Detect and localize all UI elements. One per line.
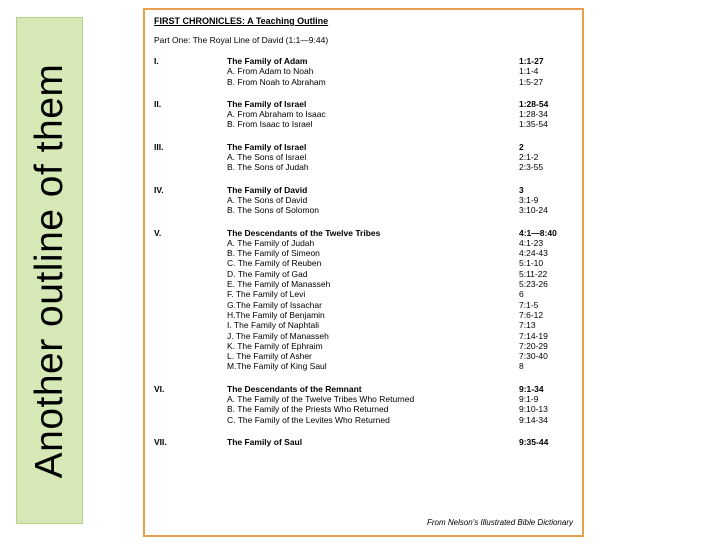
subsection-label: C. The Family of the Levites Who Returned <box>227 414 390 425</box>
section-heading <box>154 437 574 447</box>
subsection-ref: 7:14-19 <box>519 330 548 341</box>
section-numeral: VII. <box>154 436 167 447</box>
subsection-label: B. From Isaac to Israel <box>227 119 313 130</box>
subsection-row <box>154 258 574 268</box>
subsection-label: M.The Family of King Saul <box>227 361 327 372</box>
subsection-ref: 9:10-13 <box>519 404 548 415</box>
source-credit: From Nelson's Illustrated Bible Dictionary <box>426 518 573 527</box>
outline-section <box>154 437 574 447</box>
section-title: The Family of Israel <box>227 141 307 152</box>
subsection-ref: 1:1-4 <box>519 66 539 77</box>
subsection-ref: 3:10-24 <box>519 205 548 216</box>
subsection-label: C. The Family of Reuben <box>227 258 322 269</box>
outline-section <box>154 384 574 425</box>
section-numeral: II. <box>154 98 162 109</box>
subsection-row <box>154 341 574 351</box>
section-ref: 1:1-27 <box>519 56 544 66</box>
subsection-ref: 7:1-5 <box>519 299 539 310</box>
subsection-ref: 5:1-10 <box>519 258 544 269</box>
subsection-row <box>154 248 574 258</box>
subsection-row <box>154 238 574 248</box>
subsection-row <box>154 361 574 371</box>
section-ref: 1:28-54 <box>519 98 549 109</box>
subsection-label: B. The Family of Simeon <box>227 248 320 259</box>
section-heading <box>154 384 574 394</box>
section-heading <box>154 142 574 152</box>
subsection-row <box>154 310 574 320</box>
subsection-row <box>154 394 574 404</box>
section-heading <box>154 185 574 195</box>
subsection-label: D. The Family of Gad <box>227 268 308 279</box>
subsection-ref: 6 <box>519 289 524 300</box>
subsection-label: B. The Sons of Judah <box>227 162 309 173</box>
subsection-row <box>154 415 574 425</box>
section-ref: 9:1-34 <box>519 383 544 394</box>
subsection-row <box>154 66 574 76</box>
document-header: FIRST CHRONICLES: A Teaching Outline <box>154 16 329 26</box>
subsection-ref: 5:11-22 <box>519 268 548 279</box>
subsection-row <box>154 300 574 310</box>
subsection-ref: 1:28-34 <box>519 109 548 120</box>
side-title: Another outline of them <box>27 63 71 478</box>
section-title: The Family of Israel <box>227 98 307 109</box>
subsection-label: H.The Family of Benjamin <box>227 309 325 320</box>
subsection-ref: 2:3-55 <box>519 162 544 173</box>
section-ref: 2 <box>519 141 524 152</box>
subsection-label: F. The Family of Levi <box>227 289 306 300</box>
section-numeral: V. <box>154 227 162 238</box>
subsection-label: A. From Abraham to Isaac <box>227 109 326 120</box>
subsection-label: A. From Adam to Noah <box>227 66 314 77</box>
subsection-row <box>154 320 574 330</box>
subsection-ref: 7:20-29 <box>519 340 548 351</box>
subsection-label: B. From Noah to Abraham <box>227 76 326 87</box>
subsection-row <box>154 119 574 129</box>
subsection-label: J. The Family of Manasseh <box>227 330 329 341</box>
subsection-row <box>154 162 574 172</box>
subsection-label: K. The Family of Ephraim <box>227 340 323 351</box>
subsection-row <box>154 195 574 205</box>
outline-section <box>154 185 574 216</box>
subsection-ref: 9:14-34 <box>519 414 548 425</box>
subsection-row <box>154 279 574 289</box>
subsection-row <box>154 404 574 414</box>
section-heading <box>154 56 574 66</box>
section-title: The Descendants of the Remnant <box>227 383 362 394</box>
section-title: The Family of Adam <box>227 56 308 66</box>
subsection-label: A. The Family of the Twelve Tribes Who Returned <box>227 394 415 405</box>
section-heading <box>154 99 574 109</box>
outline-section <box>154 56 574 87</box>
subsection-row <box>154 109 574 119</box>
subsection-row <box>154 269 574 279</box>
subsection-row <box>154 152 574 162</box>
subsection-ref: 1:35-54 <box>519 119 548 130</box>
section-ref: 4:1—8:40 <box>519 227 557 238</box>
subsection-label: G.The Family of Issachar <box>227 299 322 310</box>
subsection-row <box>154 331 574 341</box>
section-ref: 3 <box>519 184 524 195</box>
subsection-row <box>154 205 574 215</box>
subsection-label: B. The Sons of Solomon <box>227 205 319 216</box>
subsection-ref: 3:1-9 <box>519 194 539 205</box>
outline-section <box>154 142 574 173</box>
subsection-row <box>154 289 574 299</box>
section-numeral: I. <box>154 56 159 66</box>
subsection-ref: 5:23-26 <box>519 279 548 290</box>
subsection-ref: 7:6-12 <box>519 309 544 320</box>
subsection-ref: 7:13 <box>519 320 536 331</box>
section-numeral: VI. <box>154 383 165 394</box>
subsection-label: A. The Family of Judah <box>227 237 315 248</box>
subsection-ref: 8 <box>519 361 524 372</box>
subsection-label: E. The Family of Manasseh <box>227 279 331 290</box>
section-numeral: III. <box>154 141 164 152</box>
subsection-ref: 2:1-2 <box>519 152 539 163</box>
subsection-label: A. The Sons of David <box>227 194 308 205</box>
subsection-label: B. The Family of the Priests Who Returned <box>227 404 389 415</box>
section-title: The Family of David <box>227 184 308 195</box>
section-heading <box>154 228 574 238</box>
outline-document <box>143 8 584 537</box>
subsection-ref: 1:5-27 <box>519 76 544 87</box>
subsection-ref: 7:30-40 <box>519 351 548 362</box>
side-title-panel <box>16 17 83 524</box>
subsection-label: A. The Sons of Israel <box>227 152 307 163</box>
subsection-row <box>154 77 574 87</box>
section-title: The Descendants of the Twelve Tribes <box>227 227 381 238</box>
document-subheader: Part One: The Royal Line of David (1:1—9:44) <box>154 35 329 45</box>
outline-sections <box>154 56 574 459</box>
subsection-label: L. The Family of Asher <box>227 351 312 362</box>
outline-section <box>154 228 574 372</box>
subsection-ref: 4:24-43 <box>519 248 548 259</box>
subsection-ref: 4:1-23 <box>519 237 544 248</box>
subsection-ref: 9:1-9 <box>519 394 539 405</box>
section-numeral: IV. <box>154 184 164 195</box>
outline-section <box>154 99 574 130</box>
section-ref: 9:35-44 <box>519 436 549 447</box>
subsection-label: I. The Family of Naphtali <box>227 320 319 331</box>
section-title: The Family of Saul <box>227 436 303 447</box>
subsection-row <box>154 351 574 361</box>
